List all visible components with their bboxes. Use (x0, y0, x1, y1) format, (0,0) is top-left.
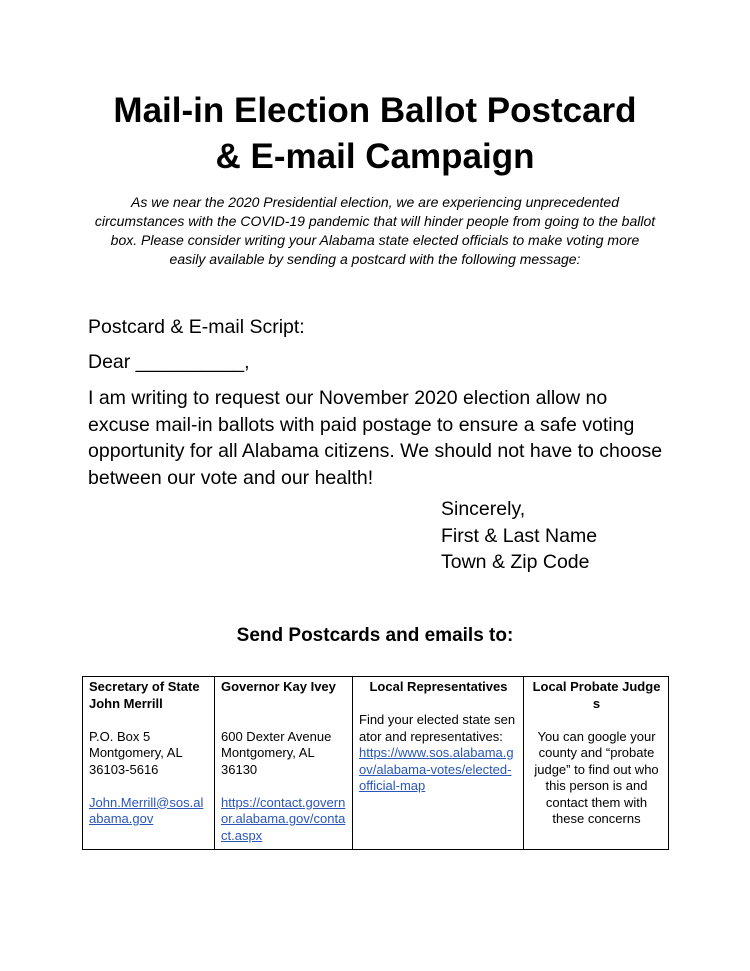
representatives-cell (353, 677, 524, 850)
signoff-closing: Sincerely, (441, 498, 526, 520)
script-heading: Postcard & E-mail Script: (88, 316, 305, 338)
secretary-address-line-1: P.O. Box 5 (89, 728, 151, 744)
probate-cell (524, 677, 669, 850)
secretary-title: Secretary of State (89, 679, 200, 694)
governor-title: Governor Kay Ivey (221, 679, 336, 694)
title-line-2: & E-mail Campaign (215, 137, 535, 176)
script-body: I am writing to request our November 2020 election allow no excuse mail-in ballots with paid postage to ensure a safe voting opportunity for all Alabama citizens. We should not have to choose between our vote and our health! (88, 387, 663, 489)
probate-text: You can google your county and “probate judge” to find out who this person is and contact them with these concerns (534, 728, 659, 826)
governor-address-line-3: 36130 (221, 761, 258, 777)
governor-contact-link[interactable]: https://contact.governor.alabama.gov/contact.aspx (221, 794, 346, 843)
governor-cell (215, 677, 353, 850)
secretary-email-link[interactable]: John.Merrill@sos.alabama.gov (89, 794, 204, 826)
recipients-table (82, 676, 669, 850)
signoff-name: First & Last Name (441, 524, 598, 547)
representatives-text: Find your elected state senator and representatives: (359, 712, 516, 744)
signoff-town: Town & Zip Code (441, 551, 590, 573)
secretary-cell (83, 677, 215, 850)
governor-address-line-1: 600 Dexter Avenue (221, 728, 332, 744)
send-heading: Send Postcards and emails to: (236, 625, 514, 646)
secretary-address-line-3: 36103-5616 (89, 761, 159, 777)
title-line-1: Mail-in Election Ballot Postcard (113, 91, 637, 130)
secretary-name: John Merrill (89, 695, 163, 711)
table-row (83, 677, 669, 850)
representatives-title: Local Representatives (369, 679, 508, 694)
representatives-map-link[interactable]: https://www.sos.alabama.gov/alabama-votes/elected-official-map (359, 745, 514, 793)
secretary-address-line-2: Montgomery, AL (89, 745, 183, 760)
page-title (0, 88, 750, 180)
probate-title: Local Probate Judges (532, 679, 661, 711)
salutation: Dear __________, (88, 351, 250, 373)
intro-paragraph: As we near the 2020 Presidential election, we are experiencing unprecedented circumstances with the COVID-19 pandemic that will hinder people from going to the ballot box. Please consider writing your Alabama state elected officials to make voting more easily available by sending a postcard with the following message: (94, 194, 656, 267)
signoff-block (441, 496, 597, 576)
governor-address-line-2: Montgomery, AL (221, 745, 315, 760)
